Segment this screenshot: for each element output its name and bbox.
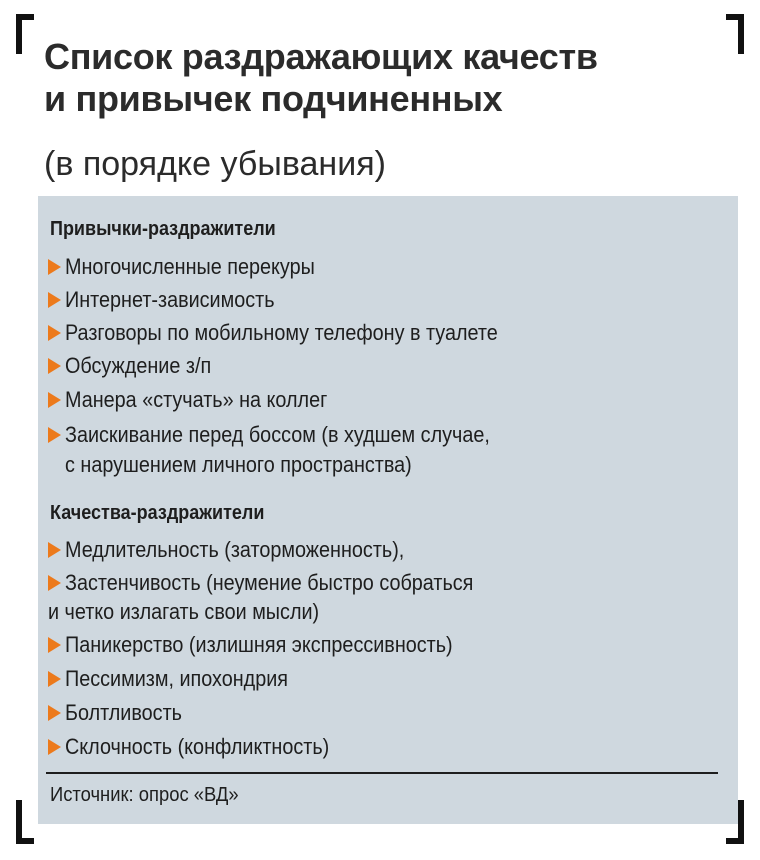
triangle-bullet-icon <box>48 637 61 653</box>
triangle-bullet-icon <box>48 542 61 558</box>
list-item <box>48 568 519 598</box>
list-item-continuation <box>48 597 349 627</box>
corner-bracket-bottom-right <box>738 800 744 844</box>
triangle-bullet-icon <box>48 705 61 721</box>
list-item-text: Разговоры по мобильному телефону в туалете <box>65 320 498 345</box>
list-item-text-continued: с нарушением личного пространства) <box>65 452 412 477</box>
corner-bracket-top-right <box>738 14 744 54</box>
list-item <box>48 420 537 480</box>
triangle-bullet-icon <box>48 392 61 408</box>
triangle-bullet-icon <box>48 575 61 591</box>
list-item <box>48 664 313 694</box>
list-item <box>48 630 496 660</box>
list-item-text: Паникерство (излишняя экспрессивность) <box>65 632 453 657</box>
list-item-text: Застенчивость (неумение быстро собраться <box>65 570 474 595</box>
list-item-text: Заискивание перед боссом (в худшем случае, <box>65 422 490 447</box>
page-title <box>44 36 724 120</box>
triangle-bullet-icon <box>48 358 61 374</box>
corner-bracket-top-left <box>16 14 22 54</box>
list-item <box>48 351 227 381</box>
title-line-1: Список раздражающих качеств <box>44 36 598 77</box>
page-subtitle: (в порядке убывания) <box>44 145 386 183</box>
list-item <box>48 318 546 348</box>
triangle-bullet-icon <box>48 671 61 687</box>
triangle-bullet-icon <box>48 739 61 755</box>
list-item-text: Склочность (конфликтность) <box>65 734 330 759</box>
list-item-text-continued: и четко излагать свои мысли) <box>48 599 320 624</box>
list-item <box>48 698 195 728</box>
source-note: Источник: опрос «ВД» <box>50 784 239 806</box>
triangle-bullet-icon <box>48 259 61 275</box>
list-item <box>48 535 442 565</box>
triangle-bullet-icon <box>48 427 61 443</box>
list-item <box>48 732 359 762</box>
list-item-text: Манера «стучать» на коллег <box>65 387 328 412</box>
list-item-text: Обсуждение з/п <box>65 353 212 378</box>
qualities-heading: Качества-раздражители <box>50 502 265 524</box>
list-item <box>48 385 357 415</box>
list-item-text: Интернет-зависимость <box>65 287 275 312</box>
list-item <box>48 252 343 282</box>
list-item-text: Многочисленные перекуры <box>65 254 315 279</box>
list-item <box>48 285 298 315</box>
list-item-text: Болтливость <box>65 700 182 725</box>
triangle-bullet-icon <box>48 292 61 308</box>
title-line-2: и привычек подчиненных <box>44 78 503 119</box>
divider <box>46 772 718 774</box>
corner-bracket-bottom-left <box>16 800 22 844</box>
list-item-text: Пессимизм, ипохондрия <box>65 666 289 691</box>
triangle-bullet-icon <box>48 325 61 341</box>
list-item-text: Медлительность (заторможенность), <box>65 537 405 562</box>
habits-heading: Привычки-раздражители <box>50 218 276 240</box>
